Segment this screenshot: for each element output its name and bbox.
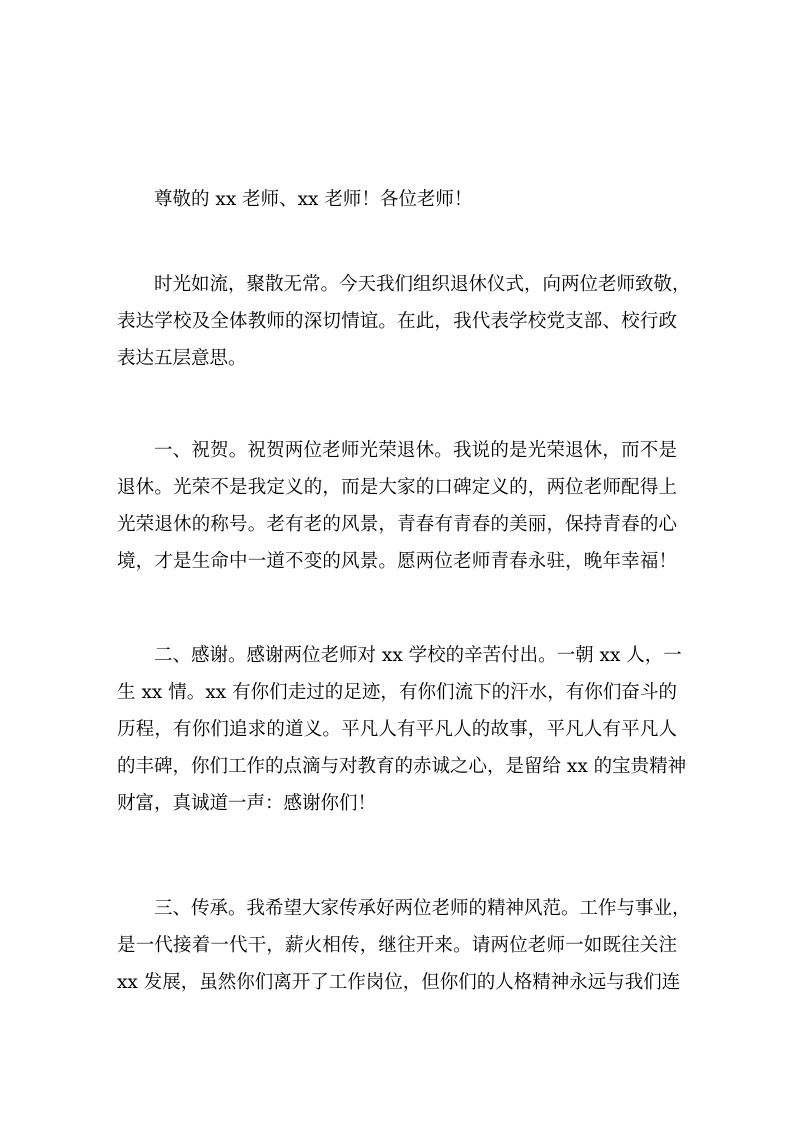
paragraph-line: 表达学校及全体教师的深切情谊。在此，我代表学校党支部、校行政 <box>117 311 677 332</box>
paragraph-line: xx 发展，虽然你们离开了工作岗位，但你们的人格精神永远与我们连 <box>117 972 681 993</box>
paragraph-line: 退休。光荣不是我定义的，而是大家的口碑定义的，两位老师配得上 <box>117 477 677 498</box>
paragraph-line: 三、传承。我希望大家传承好两位老师的精神风范。工作与事业， <box>154 898 691 919</box>
greeting-line: 尊敬的 xx 老师、xx 老师！各位老师！ <box>154 189 473 210</box>
greeting-paragraph <box>117 181 677 218</box>
paragraph-intro <box>117 266 691 377</box>
paragraph-line: 二、感谢。感谢两位老师对 xx 学校的辛苦付出。一朝 xx 人，一 <box>154 645 682 666</box>
paragraph-line: 历程，有你们追求的道义。平凡人有平凡人的故事，平凡人有平凡人 <box>117 719 677 740</box>
paragraph-inheritance <box>117 890 691 1001</box>
paragraph-thanks <box>117 637 687 822</box>
paragraph-line: 是一代接着一代干，薪火相传，继往开来。请两位老师一如既往关注 <box>117 935 677 956</box>
paragraph-line: 时光如流，聚散无常。今天我们组织退休仪式，向两位老师致敬， <box>154 274 691 295</box>
paragraph-line: 一、祝贺。祝贺两位老师光荣退休。我说的是光荣退休，而不是 <box>154 440 677 461</box>
paragraph-line: 表达五层意思。 <box>117 348 247 369</box>
paragraph-congratulations <box>117 432 677 580</box>
paragraph-line: 生 xx 情。xx 有你们走过的足迹，有你们流下的汗水，有你们奋斗的 <box>117 682 677 703</box>
paragraph-line: 境，才是生命中一道不变的风景。愿两位老师青春永驻，晚年幸福！ <box>117 551 677 572</box>
paragraph-line: 财富，真诚道一声：感谢你们！ <box>117 793 377 814</box>
paragraph-line: 的丰碑，你们工作的点滴与对教育的赤诚之心，是留给 xx 的宝贵精神 <box>117 756 687 777</box>
paragraph-line: 光荣退休的称号。老有老的风景，青春有青春的美丽，保持青春的心 <box>117 514 677 535</box>
